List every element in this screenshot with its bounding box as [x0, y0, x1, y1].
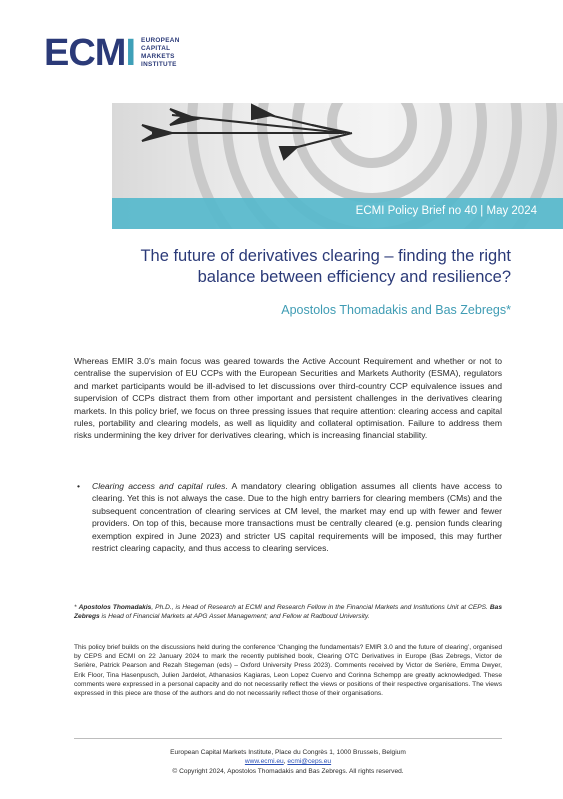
- bullet-lead: Clearing access and capital rules: [92, 481, 226, 491]
- footer-address: European Capital Markets Institute, Place du Congrès 1, 1000 Brussels, Belgium: [170, 749, 406, 756]
- author-footnote: [74, 603, 502, 622]
- email-link[interactable]: ecmi@ceps.eu: [287, 758, 332, 766]
- logo-line-3: MARKETS: [141, 53, 175, 60]
- title-line-1: The future of derivatives clearing – finding the right: [140, 247, 511, 265]
- footer-links: www.ecmi.eu, ecmi@ceps.eu: [244, 758, 332, 766]
- ecmi-logo: [44, 34, 180, 72]
- logo-line-4: INSTITUTE: [141, 61, 177, 68]
- bullet-item: [77, 480, 503, 554]
- logo-mark: [44, 34, 135, 72]
- footnote-text-2: is Head of Financial Markets at APG Asset Management; and Fellow at Radboud University.: [99, 613, 370, 621]
- footnote-author-2: Bas Zebregs: [74, 604, 503, 621]
- logo-mark-i: I: [125, 32, 136, 74]
- footnote-author-1: Apostolos Thomadakis: [78, 604, 152, 611]
- logo-text: [141, 37, 180, 69]
- acknowledgement-note: This policy brief builds on the discussions held during the conference ‘Changing the fundamentals? EMIR 3.0 and the future of clearing’, organised by CEPS and ECMI on 22 January 2024 to mark the recently published book, Clearing OTC Derivatives in Europe (Bas Zebregs, Victor de Serière, Patrick Pearson and Rezah Stegeman (eds) – Oxford University Press 2023). Comments received by Victor de Serière, Emma Dwyer, Erik Floor, Tina Hasenpusch, Julien Jardelot, Athanasios Kagiaras, Leon Lopez Cuervo and Corinna Schempp are greatly acknowledged. These comments were expressed in a personal capacity and do not necessarily reflect the views or positions of their respective organisations. The views expressed in this piece are those of the authors and do not necessarily reflect those of their organisations.: [74, 644, 502, 698]
- logo-line-1: EUROPEAN: [141, 37, 180, 44]
- bullet-marker: •: [77, 481, 81, 491]
- title-line-2: balance between efficiency and resilience?: [197, 268, 511, 286]
- logo-mark-m: M: [94, 32, 126, 74]
- bullet-text: . A mandatory clearing obligation assumes all clients have access to clearing. Yet this is not always the case. Due to the high entry barriers for clearing members (CMs) and the subsequent concentration of clearing services at CM level, the market may end up with fewer and fewer providers. On top of this, because more transactions must be centrally cleared (e.g. pension funds clearing exemption expired in June 2023) and stricter US capital requirements will be imposed, this may further restrict clearing capacity, and thus access to clearing services.: [92, 481, 503, 554]
- abstract-paragraph: Whereas EMIR 3.0’s main focus was geared towards the Active Account Requirement and whether or not to centralise the supervision of EU CCPs with the European Securities and Markets Authority (ESMA), regulators and market participants would be ill-advised to let discussions over third-country CCP equivalence issues and supervision of CCPs distract them from other important and persistent challenges in the derivatives clearing markets. In this policy brief, we focus on three pressing issues that require attention: clearing access and capital rules, portability and clearing models, as well as liquidity and collateral optimisation. Failure to address them risks undermining the key driver for derivatives clearing, which is increasing financial stability.: [74, 356, 502, 441]
- footnote-star: *: [74, 604, 79, 611]
- page-title: [91, 246, 511, 288]
- footer-copyright: © Copyright 2024, Apostolos Thomadakis and Bas Zebregs. All rights reserved.: [172, 767, 404, 775]
- authors: Apostolos Thomadakis and Bas Zebregs*: [281, 303, 511, 317]
- footnote-text-1: , Ph.D., is Head of Research at ECMI and Research Fellow in the Financial Markets and Institutions Unit at CEPS.: [151, 604, 490, 611]
- series-label: ECMI Policy Brief no 40 | May 2024: [355, 205, 537, 217]
- footer: [74, 748, 502, 776]
- logo-mark-ec: EC: [44, 32, 95, 74]
- logo-line-2: CAPITAL: [141, 45, 171, 52]
- footer-divider: [74, 738, 502, 739]
- website-link[interactable]: www.ecmi.eu: [244, 758, 284, 766]
